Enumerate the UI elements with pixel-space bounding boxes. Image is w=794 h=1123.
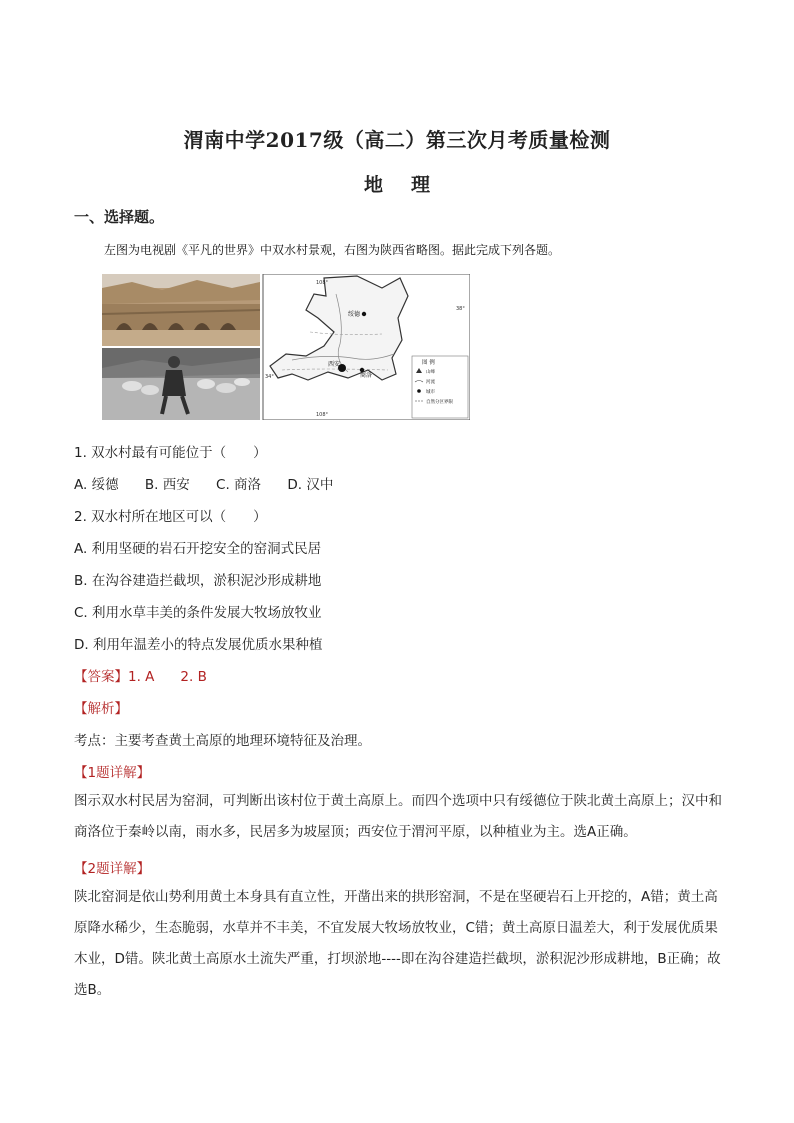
q1-option-c: C. 商洛 — [216, 477, 262, 493]
map-lon-bottom: 108° — [316, 412, 329, 418]
q2-option-b: B. 在沟谷建造拦截坝，淤积泥沙形成耕地 — [74, 573, 322, 589]
question-1-stem: 1. 双水村最有可能位于（ ） — [74, 445, 267, 461]
document-title: 渭南中学2017级（高二）第三次月考质量检测 — [183, 128, 611, 152]
map-lat-right-top: 38° — [456, 306, 465, 312]
kaodian-text: 考点：主要考查黄土高原的地理环境特征及治理。 — [74, 733, 371, 749]
question-1-options — [74, 473, 355, 493]
answer-line — [74, 665, 207, 685]
section-heading: 一、选择题。 — [74, 208, 165, 226]
q2-option-a: A. 利用坚硬的岩石开挖安全的窑洞式民居 — [74, 541, 322, 557]
detail-1-label: 【1题详解】 — [74, 765, 151, 781]
q2-option-c: C. 利用水草丰美的条件发展大牧场放牧业 — [74, 605, 322, 621]
detail-2-label: 【2题详解】 — [74, 861, 151, 877]
cave-dwelling-photo — [102, 274, 260, 346]
q2-option-d: D. 利用年温差小的特点发展优质水果种植 — [74, 637, 323, 653]
legend-item-boundary: 自然分区界限 — [426, 400, 453, 405]
shaanxi-map — [263, 274, 470, 420]
map-label-xian: 西安 — [328, 361, 341, 368]
q1-option-b: B. 西安 — [144, 477, 190, 493]
map-label-suide: 绥德 — [348, 311, 361, 318]
answer-1: 1. A — [128, 669, 155, 685]
q1-option-d: D. 汉中 — [287, 477, 334, 493]
answer-label: 【答案】 — [74, 669, 128, 685]
legend-item-peak: 山峰 — [426, 370, 435, 375]
map-lat-left: 34° — [265, 374, 274, 380]
legend-item-river: 河流 — [426, 380, 435, 385]
q1-option-a: A. 绥德 — [74, 477, 119, 493]
map-legend-title: 图 例 — [422, 360, 435, 366]
question-2-stem: 2. 双水村所在地区可以（ ） — [74, 509, 267, 525]
question-figure — [102, 274, 470, 420]
detail-1-text: 图示双水村民居为窑洞，可判断出该村位于黄土高原上。而四个选项中只有绥德位于陕北黄土高原上；汉中和商洛位于秦岭以南，雨水多，民居多为坡屋顶；西安位于渭河平原，以种植业为主。选A正确。 — [74, 793, 722, 840]
analysis-label: 【解析】 — [74, 701, 128, 717]
shepherd-photo — [102, 348, 260, 420]
detail-2-text: 陕北窑洞是依山势利用黄土本身具有直立性，开凿出来的拱形窑洞，不是在坚硬岩石上开挖的，A错；黄土高原降水稀少，生态脆弱，水草并不丰美，不宜发展大牧场放牧业，C错；黄土高原日温差大，利于发展优质果木业，D错。陕北黄土高原水土流失严重，打坝淤地----即在沟谷建造拦截坝，淤积泥沙形成耕地，B正确；故选B。 — [74, 889, 721, 998]
question-intro: 左图为电视剧《平凡的世界》中双水村景观，右图为陕西省略图。据此完成下列各题。 — [104, 243, 561, 257]
answer-2: 2. B — [180, 669, 207, 685]
legend-item-city: 城市 — [426, 390, 435, 395]
map-label-shangluo: 商洛 — [360, 372, 373, 379]
map-lon-top: 108° — [316, 280, 329, 286]
subject-title: 地理 — [363, 174, 458, 196]
